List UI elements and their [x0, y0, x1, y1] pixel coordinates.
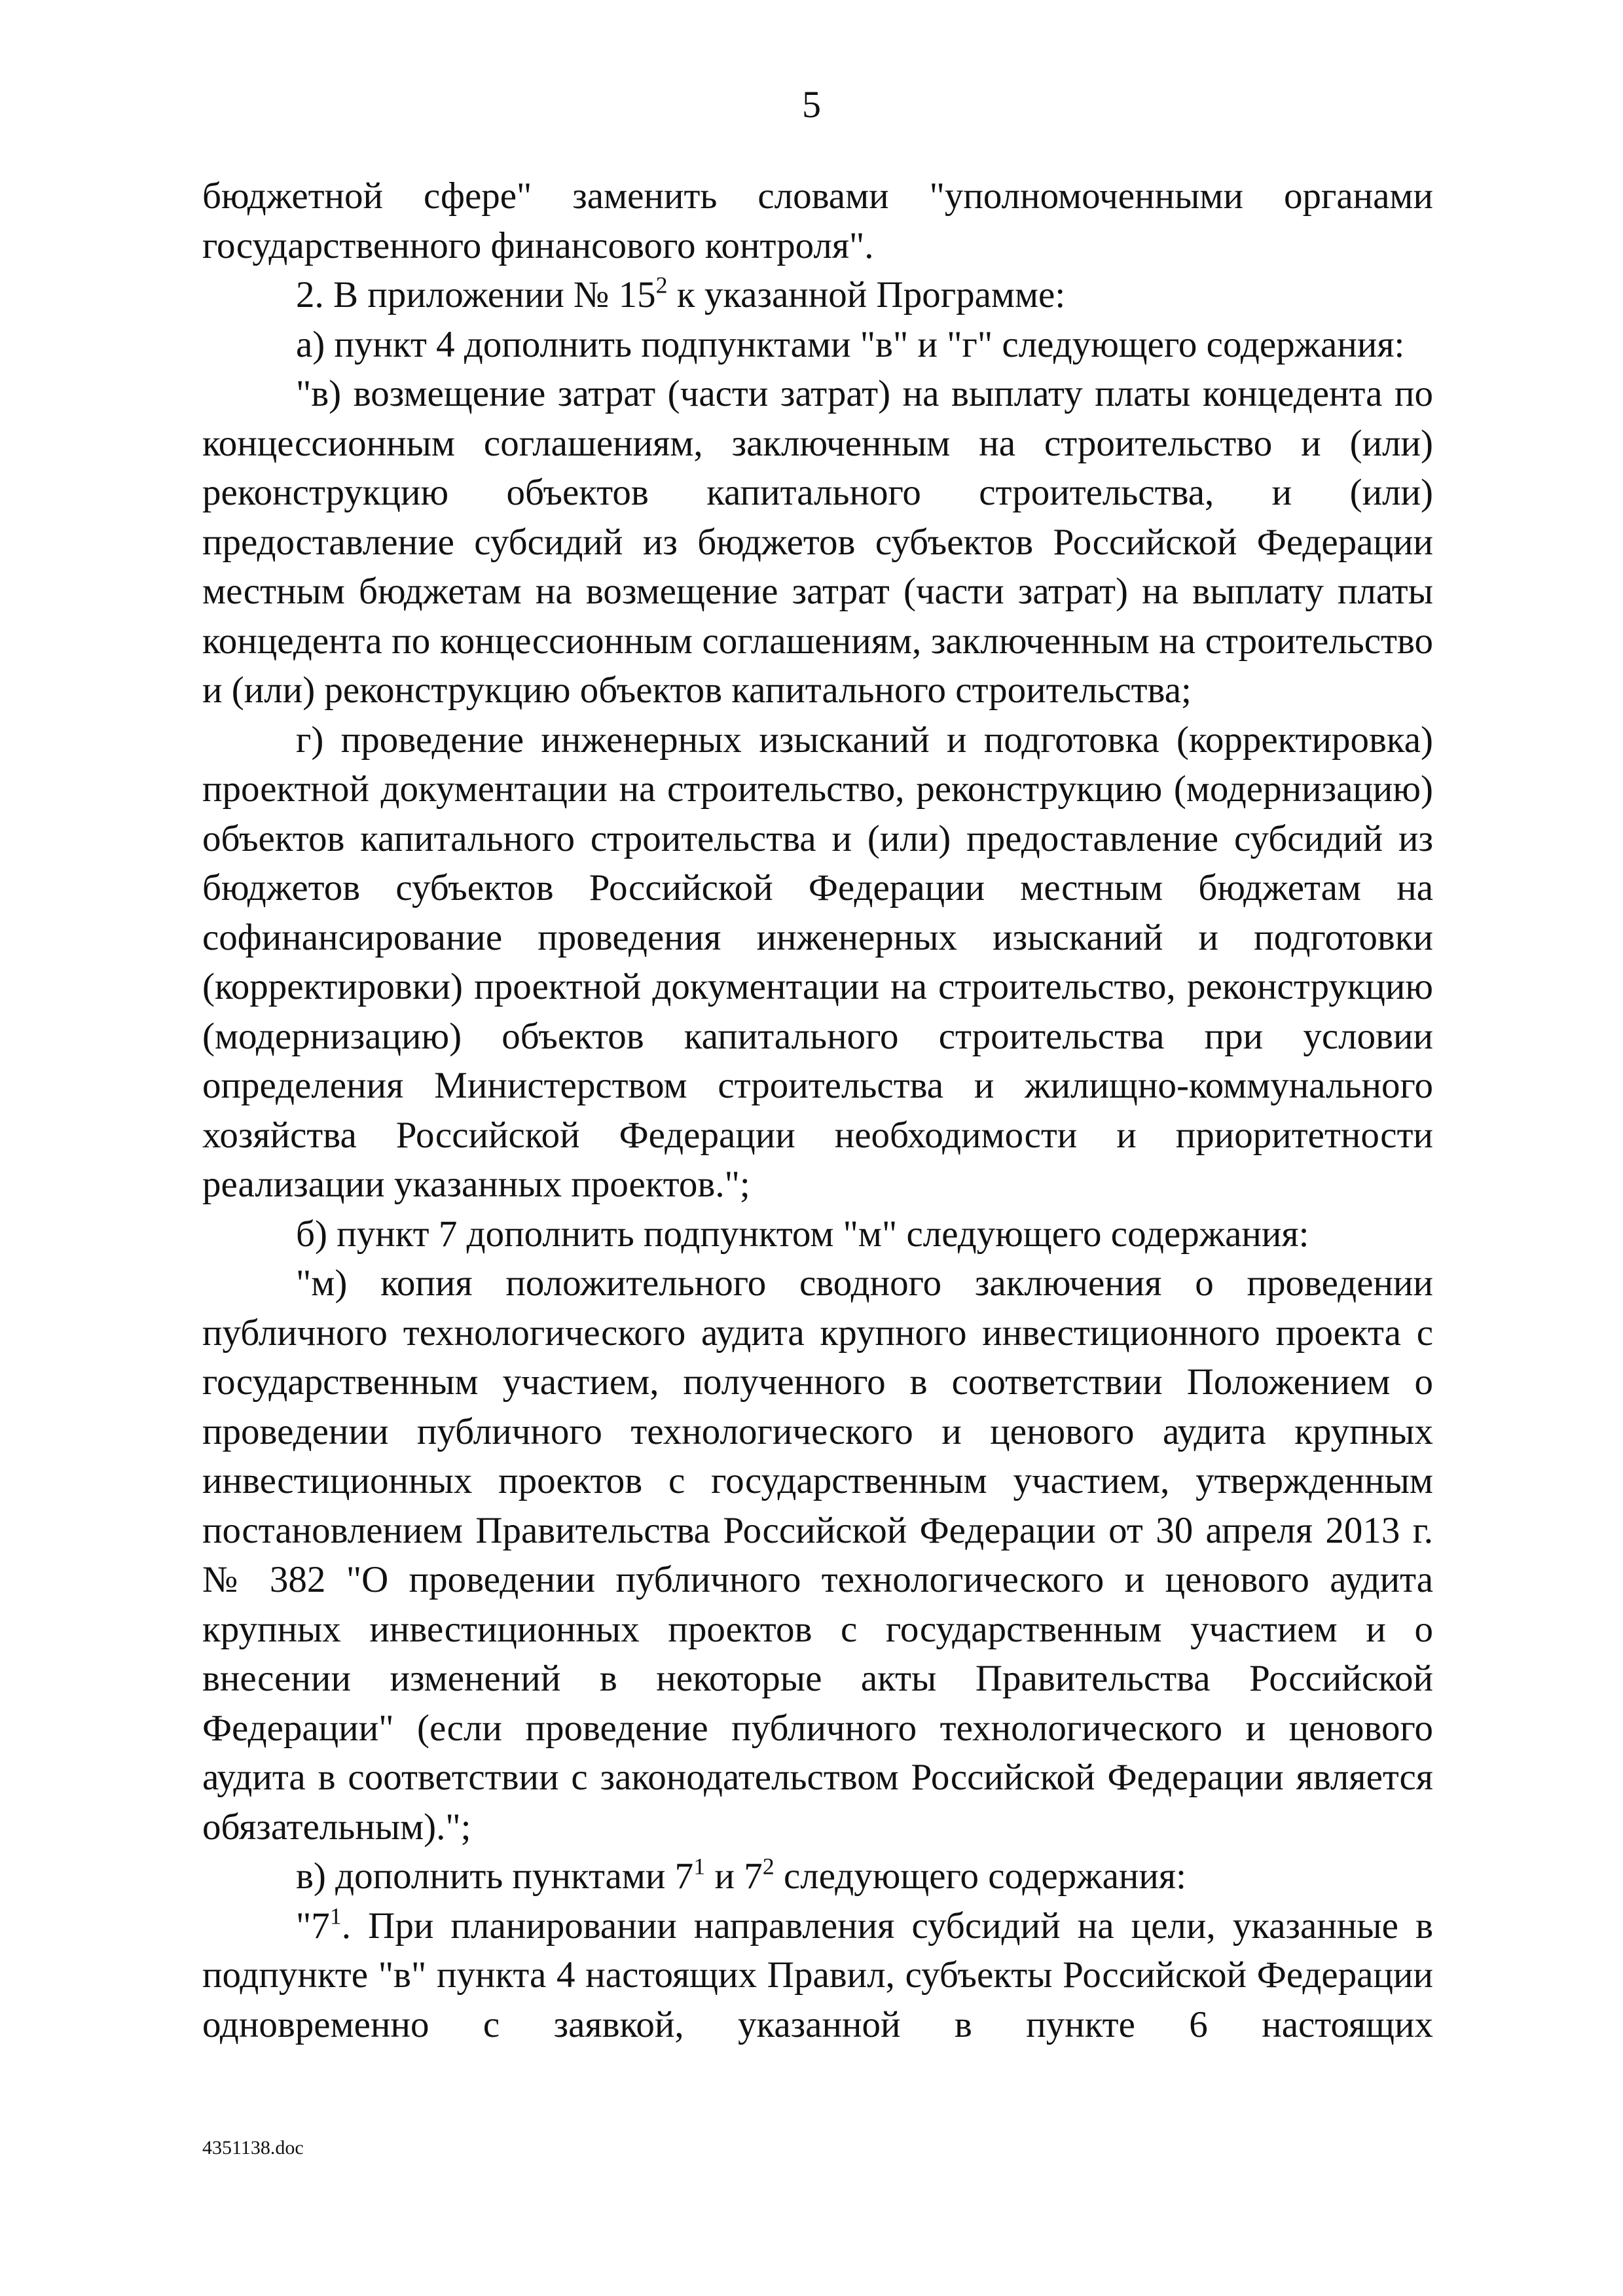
paragraph-6: б) пункт 7 дополнить подпунктом "м" следующего содержания:: [296, 1213, 1309, 1255]
paragraph-4: "в) возмещение затрат (части затрат) на выплату платы концедента по концессионным соглашениям, заключенным на строительство и (или) реконструкцию объектов капитального строительства, и (или) предоставление субсидий из бюджетов субъектов Российской Федерации местным бюджетам на возмещение затрат (части затрат) на выплату платы концедента по концессионным соглашениям, заключенным на строительство и (или) реконструкцию объектов капитального строительства;: [202, 373, 1433, 711]
paragraph-5: г) проведение инженерных изысканий и подготовка (корректировка) проектной документации на строительство, реконструкцию (модернизацию) объектов капитального строительства и (или) предоставление субсидий из бюджетов субъектов Российской Федерации местным бюджетам на софинансирование проведения инженерных изысканий и подготовки (корректировки) проектной документации на строительство, реконструкцию (модернизацию) объектов капитального строительства при условии определения Министерством строительства и жилищно-коммунального хозяйства Российской Федерации необходимости и приоритетности реализации указанных проектов.";: [202, 719, 1433, 1205]
paragraph-9: "$7^1$. При планировании направления субсидий на цели, указанные в подпункте "в" пункта 4 настоящих Правил, субъекты Российской Федерации одновременно с заявкой, указанной в пункте 6 настоящих: [202, 1902, 1433, 2045]
document-filename: 4351138.doc: [202, 2137, 304, 2159]
paragraph-7: "м) копия положительного сводного заключения о проведении публичного технологического аудита крупного инвестиционного проекта с государственным участием, полученного в соответствии Положением о проведении публичного технологического и ценового аудита крупных инвестиционных проектов с государственным участием, утвержденным постановлением Правительства Российской Федерации от 30 апреля 2013 г. № 382 "О проведении публичного технологического и ценового аудита крупных инвестиционных проектов с государственным участием и о внесении изменений в некоторые акты Правительства Российской Федерации" (если проведение публичного технологического и ценового аудита в соответствии с законодательством Российской Федерации является обязательным).";: [202, 1263, 1433, 1848]
paragraph-8: в) дополнить пунктами $7^1$ и $7^2$ следующего содержания:: [296, 1853, 1186, 1897]
page-number: 5: [802, 83, 821, 126]
paragraph-1: бюджетной сфере" заменить словами "уполномоченными органами государственного финансового контроля".: [202, 175, 1433, 266]
paragraph-3: а) пункт 4 дополнить подпунктами "в" и "г" следующего содержания:: [296, 323, 1405, 365]
paragraph-2: 2. В приложении № $15^2$ к указанной Программе:: [296, 272, 1066, 315]
document-body: [202, 171, 1433, 2049]
